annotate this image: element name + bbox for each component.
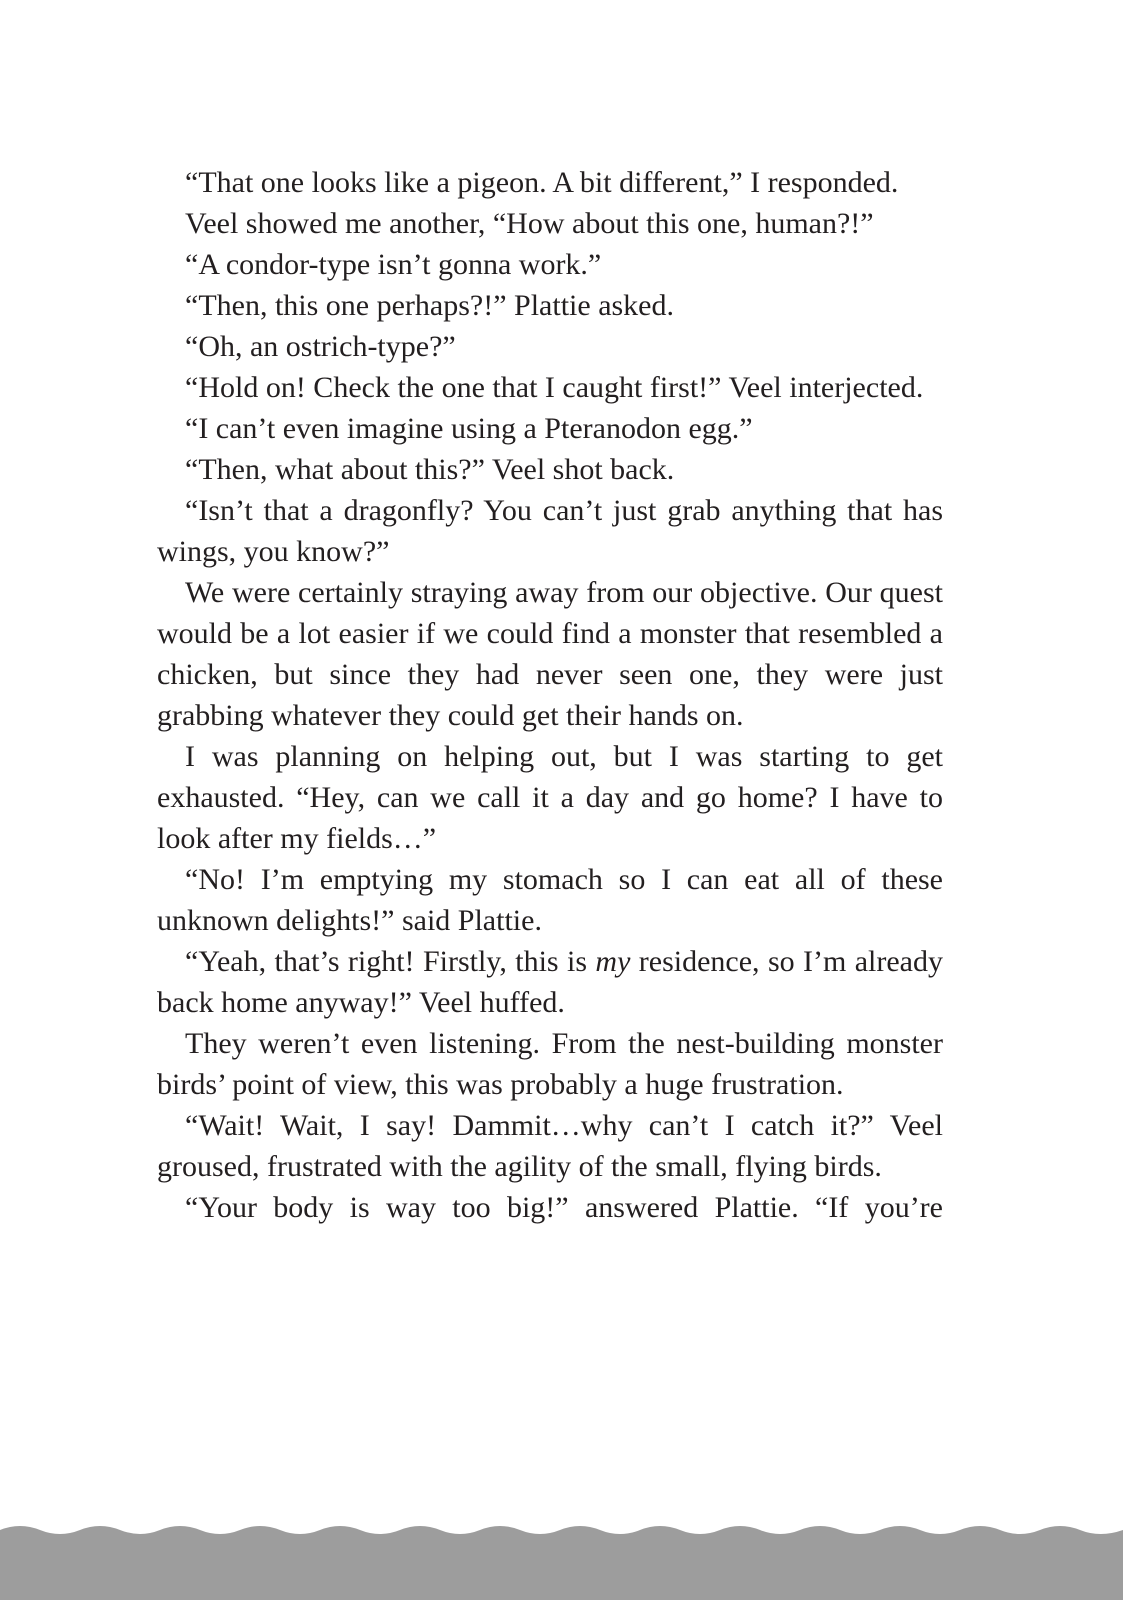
paragraph: “A condor-type isn’t gonna work.” (185, 248, 602, 281)
paragraph: “Isn’t that a dragonfly? You can’t just grab anything that has wings, you know?” (157, 494, 943, 568)
paragraph: “Wait! Wait, I say! Dammit…why can’t I catch it?” Veel groused, frustrated with the agility of the small, flying birds. (157, 1109, 943, 1183)
paragraph: “Then, this one perhaps?!” Plattie asked. (185, 289, 674, 322)
paragraph: They weren’t even listening. From the nest-building monster birds’ point of view, this was probably a huge frustration. (157, 1027, 943, 1101)
paragraph: “No! I’m emptying my stomach so I can eat all of these unknown delights!” said Plattie. (157, 863, 943, 937)
page-text (157, 162, 943, 1228)
emphasis: my (595, 945, 631, 978)
paragraph: “Then, what about this?” Veel shot back. (185, 453, 675, 486)
paragraph: Veel showed me another, “How about this one, human?!” (185, 207, 874, 240)
footer-wave-edge (0, 1522, 1123, 1542)
paragraph: We were certainly straying away from our objective. Our quest would be a lot easier if we could find a monster that resembled a chicken, but since they had never seen one, they were just grabbing whatever they could get their hands on. (157, 576, 943, 732)
paragraph: “That one looks like a pigeon. A bit different,” I responded. (185, 166, 899, 199)
paragraph: “Your body is way too big!” answered Plattie. “If you’re (185, 1191, 943, 1224)
footer-band (0, 1522, 1123, 1600)
paragraph: “I can’t even imagine using a Pteranodon egg.” (185, 412, 753, 445)
paragraph: I was planning on helping out, but I was starting to get exhausted. “Hey, can we call it a day and go home? I have to look after my fields…” (157, 740, 943, 855)
paragraph: “Oh, an ostrich-type?” (185, 330, 456, 363)
paragraph: “Hold on! Check the one that I caught first!” Veel interjected. (185, 371, 924, 404)
paragraph: “Yeah, that’s right! Firstly, this is my residence, so I’m already back home anyway!” Veel huffed. (157, 945, 944, 1019)
